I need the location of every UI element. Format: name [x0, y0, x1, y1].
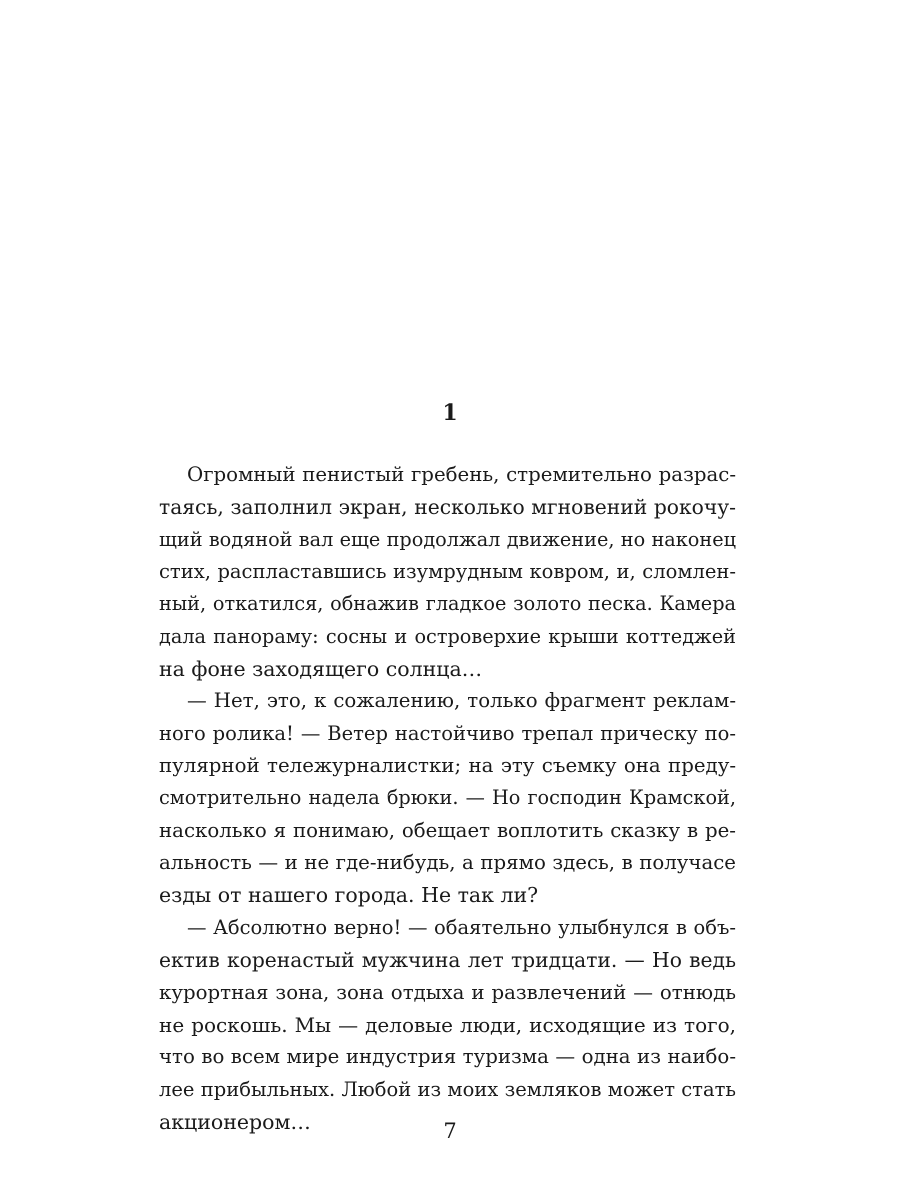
text-line: пулярной тележурналистки; на эту съемку она преду-	[159, 754, 736, 778]
paragraph	[159, 459, 736, 685]
text-line: что во всем мире индустрия туризма — одна из наибо-	[159, 1045, 736, 1069]
text-line: дала панораму: сосны и островерхие крыши коттеджей	[159, 624, 736, 648]
text-line: ектив коренастый мужчина лет тридцати. — Но ведь	[159, 948, 736, 973]
paragraph	[159, 685, 736, 911]
text-line: акционером…	[159, 1109, 311, 1134]
text-line: насколько я понимаю, обещает воплотить сказку в ре-	[159, 818, 736, 842]
text-line: смотрительно надела брюки. — Но господин Крамской,	[159, 786, 736, 810]
text-line: на фоне заходящего солнца…	[159, 657, 483, 682]
text-line: лее прибыльных. Любой из моих земляков может стать	[159, 1077, 736, 1101]
text-line: — Нет, это, к сожалению, только фрагмент реклам-	[187, 689, 736, 713]
text-line: таясь, заполнил экран, несколько мгновений рокочу-	[159, 495, 736, 520]
text-line: альность — и не где-нибудь, а прямо здесь, в получасе	[159, 851, 736, 875]
paragraph	[159, 912, 736, 1138]
text-line: езды от нашего города. Не так ли?	[159, 883, 539, 908]
text-line: Огромный пенистый гребень, стремительно разрас-	[187, 463, 736, 486]
text-line: ный, откатился, обнажив гладкое золото песка. Камера	[159, 592, 736, 616]
text-line: — Абсолютно верно! — обаятельно улыбнулся в объ-	[187, 915, 736, 939]
chapter-number: 1	[442, 400, 458, 426]
text-line: стих, распластавшись изумрудным ковром, и, сломлен-	[159, 560, 736, 584]
page-number: 7	[443, 1119, 457, 1143]
text-line: не роскошь. Мы — деловые люди, исходящие из того,	[159, 1012, 736, 1037]
body-text	[159, 459, 736, 1138]
text-line: курортная зона, зона отдыха и развлечений — отнюдь	[159, 980, 736, 1004]
text-line: щий водяной вал еще продолжал движение, но наконец	[159, 527, 736, 551]
text-line: ного ролика! — Ветер настойчиво трепал прическу по-	[159, 721, 736, 745]
